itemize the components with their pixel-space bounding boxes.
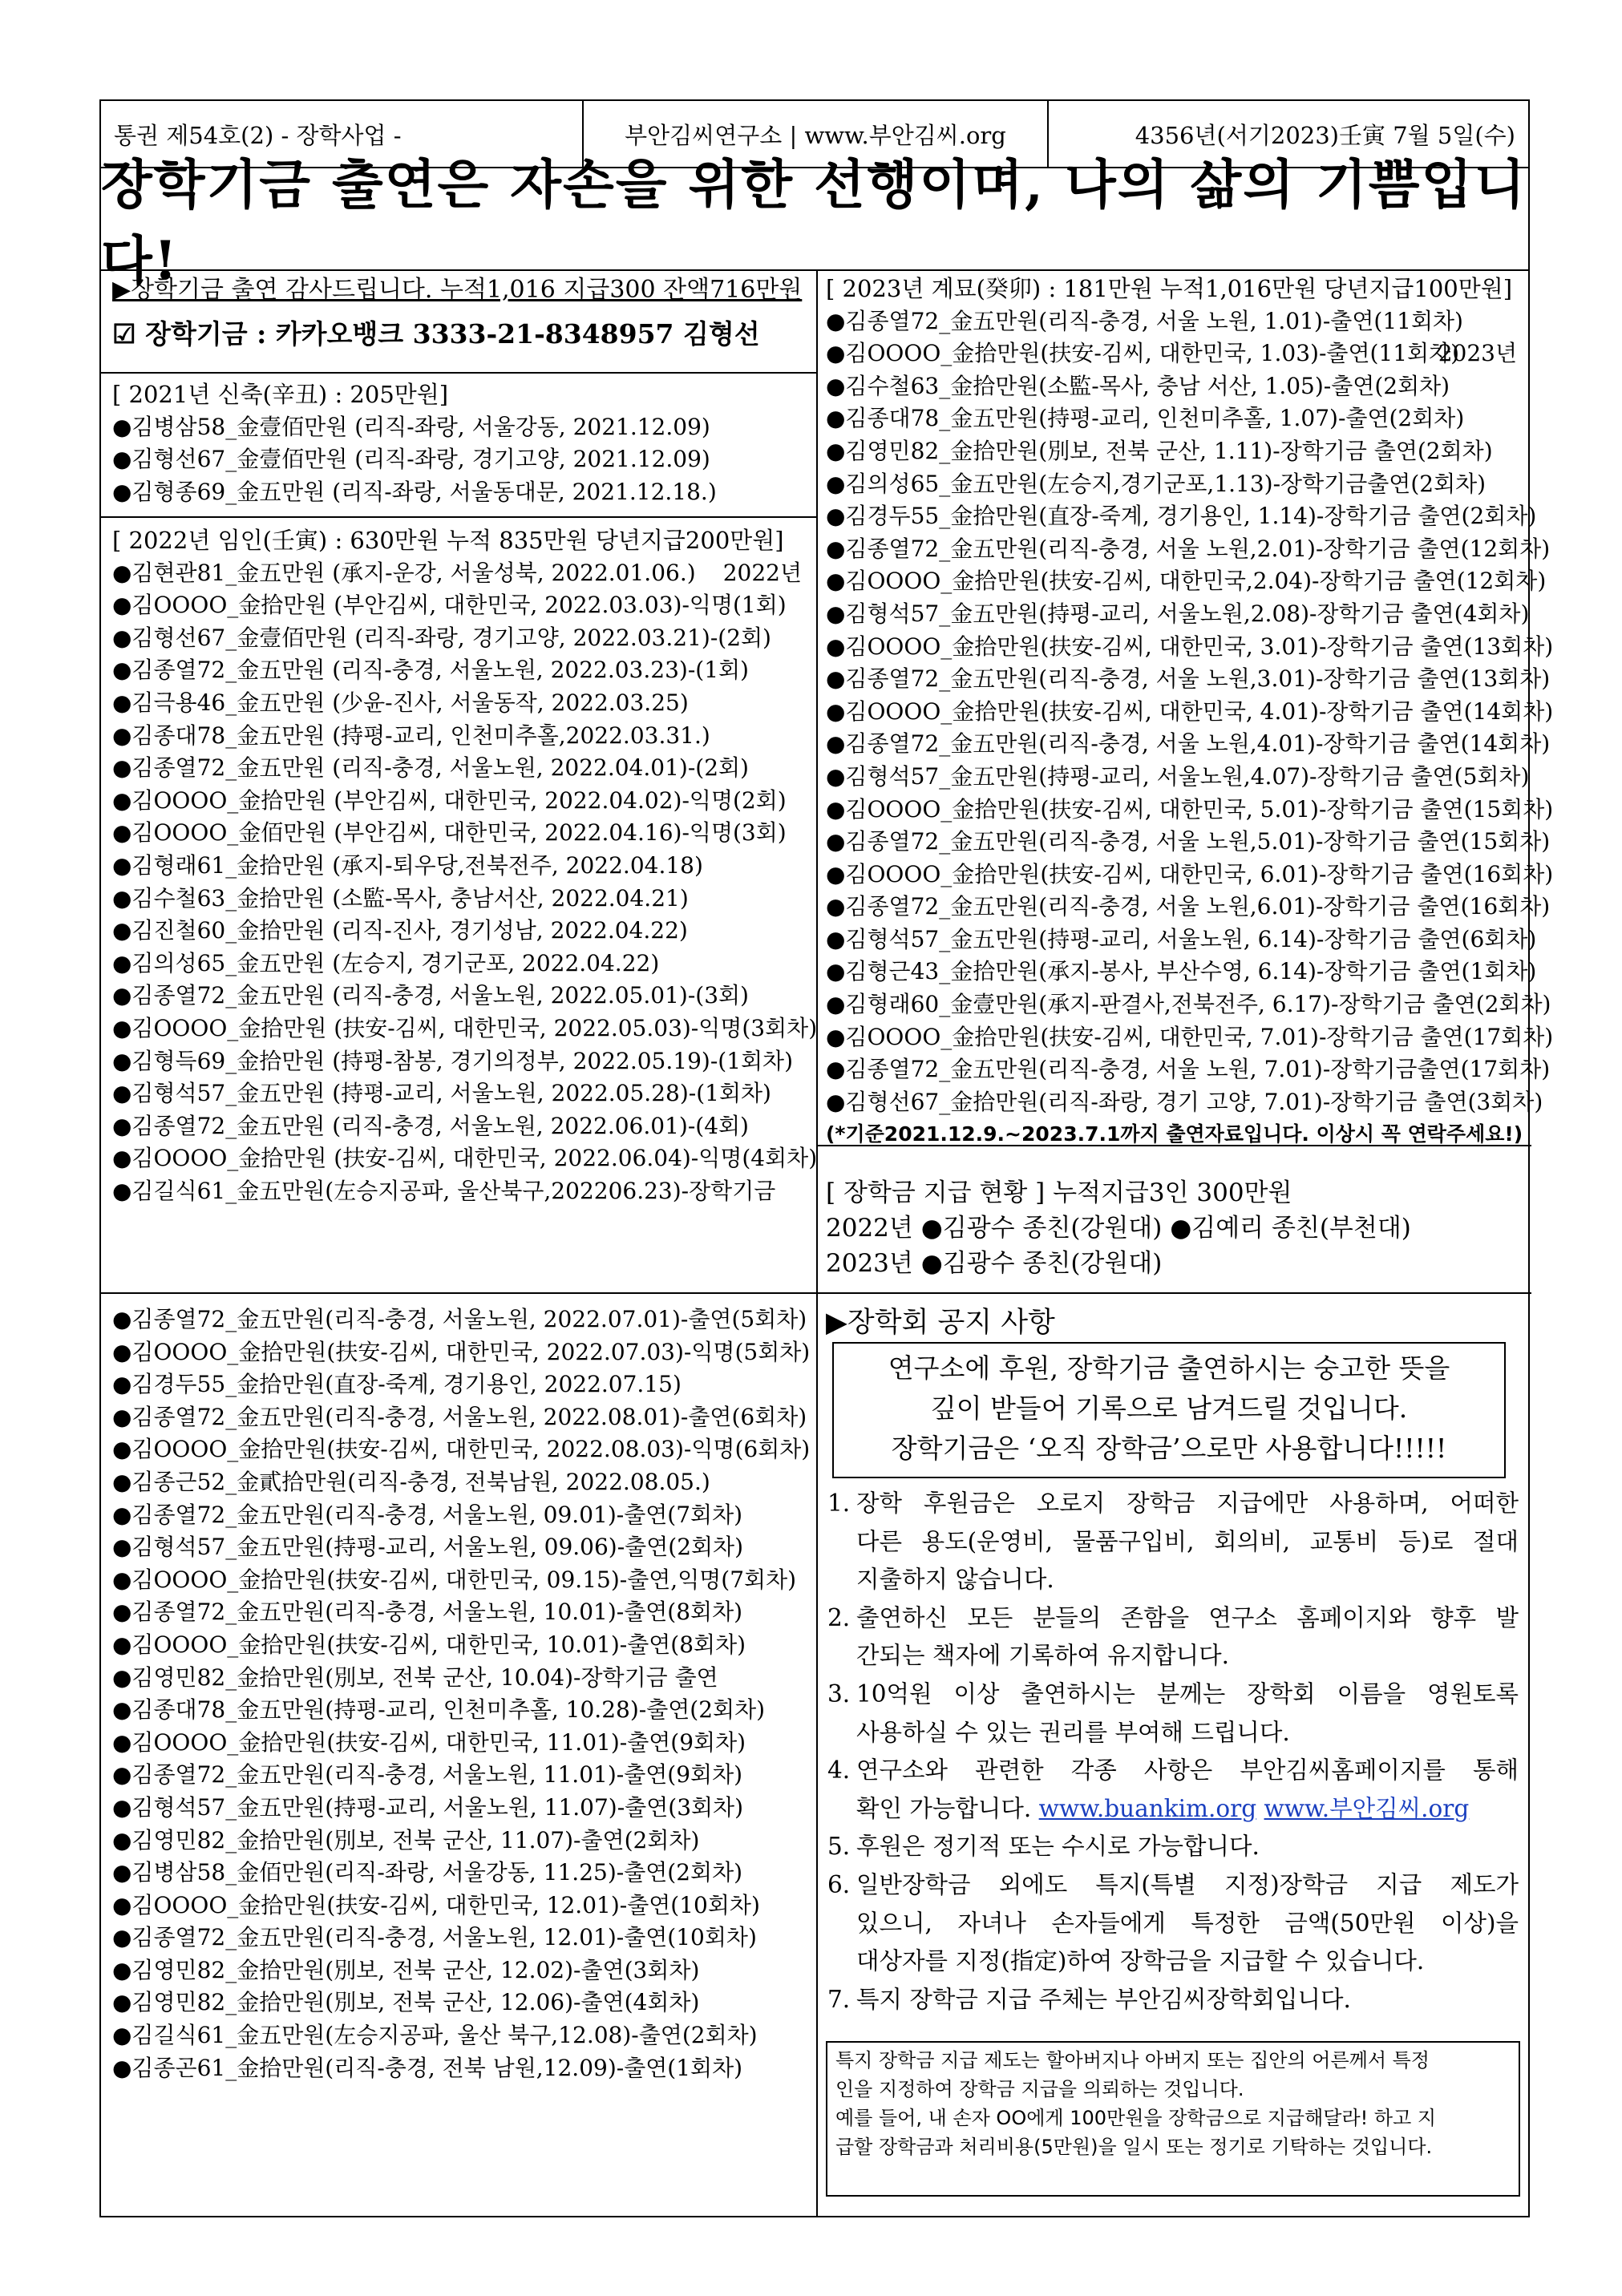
rule-line	[827, 1828, 1519, 1866]
rule-text: 연구소와 관련한 각종 사항은 부안김씨홈페이지를 통해	[856, 1756, 1519, 1785]
list-item	[826, 338, 1523, 370]
year-2022-continued-section	[112, 1304, 810, 2084]
list-item-text: ●김형선67_金拾만원(리직-좌랑, 경기 고양, 7.01)-장학기금 출연(3회차)	[826, 1088, 1543, 1115]
list-item	[112, 1142, 818, 1175]
list-item	[112, 687, 808, 720]
list-item-text: ●김종열72_金五만원 (리직-충경, 서울노원, 2022.05.01)-(3회)	[112, 982, 749, 1009]
list-item	[826, 663, 1551, 696]
rule-number: 4.	[827, 1756, 851, 1785]
list-item	[826, 988, 1551, 1021]
divider	[101, 516, 816, 518]
notice-box-line: 깊이 받들어 기록으로 남겨드릴 것입니다.	[930, 1393, 1408, 1424]
thanks-line: ▶장학기금 출연 감사드립니다. 누적1,016 지급300 잔액716만원	[112, 276, 803, 304]
list-item-text: ●김영민82_金拾만원(別보, 전북 군산, 1.11)-장학기금 출연(2회차)	[826, 437, 1493, 464]
rule-line	[827, 1485, 1519, 1523]
list-item	[112, 1694, 810, 1727]
list-item-text: ●김형래61_金拾만원 (承지-퇴우당,전북전주, 2022.04.18)	[112, 851, 703, 879]
list-item-text: ●김형래60_金壹만원(承지-판결사,전북전주, 6.17)-장학기금 출연(2회차)	[826, 991, 1551, 1018]
rule-line	[827, 1676, 1519, 1714]
list-item-text: ●김OOOO_金拾만원(扶安-김씨, 대한민국, 1.03)-출연(11회차)	[826, 340, 1460, 367]
award-2022: 2022년 ●김광수 종친(강원대) ●김예리 종친(부천대)	[826, 1214, 1411, 1243]
list-item-text: ●김형석57_金五만원(持평-교리, 서울노원, 6.14)-장학기금 출연(6회차)	[826, 925, 1537, 952]
list-item	[112, 1922, 810, 1954]
list-item-text: ●김수철63_金拾만원(소監-목사, 충남 서산, 1.05)-출연(2회차)	[826, 372, 1450, 399]
list-item	[112, 443, 717, 476]
rule-number: 2.	[827, 1603, 851, 1631]
list-item	[826, 891, 1551, 924]
list-item-text: ●김형석57_金五만원(持평-교리, 서울노원, 11.07)-출연(3회차)	[112, 1793, 744, 1821]
list-item-text: ●김종열72_金五만원 (리직-충경, 서울노원, 2022.06.01)-(4회)	[112, 1112, 749, 1139]
list-item-text: ●김형석57_金五만원(持평-교리, 서울노원,2.08)-장학기금 출연(4회차)	[826, 600, 1530, 627]
list-item-text: ●김OOOO_金拾만원 (부안김씨, 대한민국, 2022.04.02)-익명(2회)	[112, 786, 787, 814]
list-item-text: ●김OOOO_金拾만원 (扶安-김씨, 대한민국, 2022.06.04)-익명(4회차)	[112, 1145, 818, 1172]
list-item	[826, 402, 1523, 435]
list-item	[112, 2019, 810, 2052]
list-item	[112, 1013, 818, 1045]
rule-text: 10억원 이상 출연하시는 분께는 장학회 이름을 영원토록	[856, 1680, 1519, 1708]
rule-number	[827, 1942, 856, 1981]
rule-number: 5.	[827, 1833, 851, 1861]
list-item	[826, 631, 1554, 664]
list-item-text: ●김종열72_金五만원(리직-충경, 서울 노원,4.01)-장학기금 출연(14회차)	[826, 730, 1551, 758]
list-item-text: ●김종근52_金貳拾만원(리직-충경, 전북남원, 2022.08.05.)	[112, 1468, 710, 1495]
list-item	[112, 1759, 810, 1792]
list-item-text: ●김극용46_金五만원 (少윤-진사, 서울동작, 2022.03.25)	[112, 689, 689, 716]
rule-line	[827, 1905, 1519, 1943]
award-section	[826, 1175, 1411, 1281]
rule-line	[827, 1942, 1519, 1981]
list-item	[112, 1045, 808, 1078]
list-item-text: ●김길식61_金五만원(左승지공파, 울산 북구,12.08)-출연(2회차)	[112, 2022, 758, 2049]
list-item-text: ●김OOOO_金拾만원(扶安-김씨, 대한민국, 6.01)-장학기금 출연(16회차)	[826, 860, 1554, 887]
list-item-text: ●김형득69_金拾만원 (持평-참봉, 경기의정부, 2022.05.19)-(1회차)	[112, 1047, 794, 1074]
list-item	[112, 948, 808, 980]
list-item-text: ●김경두55_金拾만원(直장-죽계, 경기용인, 2022.07.15)	[112, 1371, 682, 1398]
list-item-text: ●김영민82_金拾만원(別보, 전북 군산, 12.02)-출연(3회차)	[112, 1956, 700, 1983]
list-item-text: ●김종열72_金五만원(리직-충경, 서울 노원,5.01)-장학기금 출연(15회차)	[826, 828, 1551, 855]
list-item	[112, 1596, 810, 1629]
list-item	[826, 1021, 1554, 1054]
list-item-text: ●김병삼58_金佰만원(리직-좌랑, 서울강동, 11.25)-출연(2회차)	[112, 1859, 743, 1886]
rule-line	[827, 1599, 1519, 1638]
list-item-text: ●김종열72_金五만원(리직-충경, 서울노원, 12.01)-출연(10회차)	[112, 1924, 757, 1951]
list-item-text: ●김종열72_金五만원(리직-충경, 서울 노원,3.01)-장학기금 출연(13회차)	[826, 665, 1551, 693]
note-line: 특지 장학금 지급 제도는 할아버지나 아버지 또는 집안의 어른께서 특정	[835, 2049, 1430, 2072]
homepage-link-korean[interactable]: www.부안김씨.org	[1264, 1794, 1470, 1822]
list-item-text: ●김종열72_金五만원(리직-충경, 서울노원, 11.01)-출연(9회차)	[112, 1761, 743, 1789]
list-item	[112, 1077, 808, 1110]
list-item-text: ●김형석57_金五만원 (持평-교리, 서울노원, 2022.05.28)-(1회차)	[112, 1080, 771, 1107]
list-item-text: ●김OOOO_金拾만원(扶安-김씨, 대한민국, 09.15)-출연,익명(7회차)	[112, 1566, 797, 1593]
list-item	[826, 435, 1523, 468]
list-item-text: ●김종대78_金五만원 (持평-교리, 인천미추홀,2022.03.31.)	[112, 722, 710, 749]
list-item-text: ●김형근43_金拾만원(承지-봉사, 부산수영, 6.14)-장학기금 출연(1회차)	[826, 958, 1537, 985]
left-top-section	[112, 274, 802, 350]
list-item	[826, 468, 1523, 501]
list-item	[826, 370, 1523, 403]
list-item	[112, 1401, 810, 1434]
rule-number	[827, 1905, 856, 1943]
list-item	[112, 1368, 810, 1401]
list-item	[826, 565, 1547, 598]
year-2021-list	[112, 411, 717, 509]
note-line: 인을 지정하여 장학금 지급을 의뢰하는 것입니다.	[835, 2078, 1244, 2100]
rule-text: 간되는 책자에 기록하여 유지합니다.	[856, 1642, 1229, 1670]
list-item-text: ●김형석57_金五만원(持평-교리, 서울노원,4.07)-장학기금 출연(5회차)	[826, 762, 1530, 790]
list-item-text: ●김OOOO_金拾만원(扶安-김씨, 대한민국, 7.01)-장학기금 출연(17회차)	[826, 1023, 1554, 1050]
year-2023-section	[826, 273, 1554, 1151]
list-item	[112, 1531, 810, 1564]
rule-line	[827, 1866, 1519, 1905]
list-item-text: ●김OOOO_金拾만원(扶安-김씨, 대한민국, 2022.07.03)-익명(5회차)	[112, 1338, 811, 1365]
list-item	[112, 1792, 810, 1825]
list-item-text: ●김종열72_金五만원(리직-충경, 서울노원, 09.01)-출연(7회차)	[112, 1501, 743, 1528]
rule-line	[827, 1523, 1519, 1562]
list-item-text: ●김OOOO_金拾만원(扶安-김씨, 대한민국, 4.01)-장학기금 출연(14회차)	[826, 697, 1554, 725]
rule-number	[827, 1637, 856, 1676]
list-item	[112, 883, 808, 916]
notice-box	[832, 1342, 1506, 1478]
list-item	[112, 1433, 810, 1466]
year-tag: 2022년	[722, 559, 802, 586]
notice-box-line: 연구소에 후원, 장학기금 출연하시는 숭고한 뜻을	[888, 1352, 1450, 1384]
list-item-text: ●김길식61_金五만원(左승지공파, 울산북구,202206.23)-장학기금	[112, 1177, 776, 1204]
rule-text: 지출하지 않습니다.	[856, 1566, 1054, 1594]
document-page	[99, 99, 1554, 2217]
list-item-text: ●김종대78_金五만원(持평-교리, 인천미추홀, 10.28)-출연(2회차)	[112, 1696, 766, 1724]
page-title: 장학기금 출연은 자손을 위한 선행이며, 나의 삶의 기쁨입니다!	[101, 167, 1528, 271]
award-2023: 2023년 ●김광수 종친(강원대)	[826, 1249, 1163, 1278]
list-item-text: ●김OOOO_金拾만원(扶安-김씨, 대한민국,2.04)-장학기금 출연(12회차)	[826, 568, 1547, 595]
year-2023-list	[826, 305, 1554, 1119]
list-item-text: ●김종열72_金五만원(리직-충경, 서울 노원, 7.01)-장학기금출연(17회차)	[826, 1056, 1551, 1083]
divider	[818, 1292, 1531, 1294]
list-item-text: ●김진철60_金拾만원 (리직-진사, 경기성남, 2022.04.22)	[112, 917, 688, 944]
issue-number: 통권 제54호(2) - 장학사업 -	[114, 121, 402, 149]
special-scholarship-note	[826, 2041, 1520, 2197]
list-item-text: ●김수철63_金拾만원 (소監-목사, 충남서산, 2022.04.21)	[112, 884, 689, 912]
list-item	[826, 696, 1554, 729]
rule-line	[827, 1752, 1519, 1790]
list-item	[112, 1336, 810, 1369]
data-disclaimer: (*기준2021.12.9.~2023.7.1까지 출연자료입니다. 이상시 꼭 연락주세요!)	[826, 1122, 1523, 1146]
list-item-text: ●김종열72_金五만원(리직-충경, 서울 노원,6.01)-장학기금 출연(16회차)	[826, 893, 1551, 920]
bank-account: ☑ 장학기금 : 카카오뱅크 3333-21-8348957 김형선	[112, 317, 760, 350]
rule-number: 1.	[827, 1490, 851, 1517]
rule-number: 7.	[827, 1985, 851, 2013]
year-2022-section	[112, 524, 818, 1207]
list-item-text: ●김의성65_金五만원 (左승지, 경기군포, 2022.04.22)	[112, 949, 660, 976]
rule-text: 장학 후원금은 오로지 장학금 지급에만 사용하며, 어떠한	[856, 1490, 1519, 1517]
list-item	[826, 956, 1537, 988]
list-item-text: ●김형선67_金壹佰만원 (리직-좌랑, 경기고양, 2022.03.21)-(2회)	[112, 624, 771, 651]
list-item	[112, 654, 808, 687]
rule-text: 특지 장학금 지급 주체는 부안김씨장학회입니다.	[856, 1985, 1351, 2013]
list-item-text: ●김종대78_金五만원(持평-교리, 인천미추홀, 1.07)-출연(2회차)	[826, 405, 1465, 432]
organization: 부안김씨연구소 | www.부안김씨.org	[582, 101, 1049, 167]
list-item	[112, 1629, 810, 1662]
rule-line	[827, 1561, 1519, 1599]
list-item	[826, 924, 1537, 956]
list-item-text: ●김OOOO_金拾만원(扶安-김씨, 대한민국, 11.01)-출연(9회차)	[112, 1728, 746, 1756]
list-item-text: ●김종열72_金五만원(리직-충경, 서울노원, 2022.08.01)-출연(6회차)	[112, 1403, 807, 1430]
list-item-text: ●김종열72_金五만원(리직-충경, 서울 노원,2.01)-장학기금 출연(12회차)	[826, 535, 1551, 562]
list-item	[112, 1825, 810, 1857]
list-item	[112, 1954, 810, 1987]
list-item	[112, 1890, 810, 1922]
rule-line	[827, 1637, 1519, 1676]
rule-text-prefix: 확인 가능합니다.	[856, 1794, 1032, 1822]
divider	[101, 372, 816, 374]
list-item-text: ●김OOOO_金拾만원 (부안김씨, 대한민국, 2022.03.03)-익명(1회)	[112, 592, 787, 619]
list-item	[826, 598, 1530, 631]
list-item	[112, 1857, 810, 1890]
list-item	[826, 500, 1537, 533]
divider	[101, 1292, 816, 1294]
year-tag: 2023년	[1438, 340, 1517, 367]
rule-number	[827, 1714, 856, 1752]
list-item	[826, 1086, 1543, 1119]
list-item	[826, 533, 1551, 566]
list-item	[112, 752, 808, 785]
list-item-text: ●김OOOO_金拾만원(扶安-김씨, 대한민국, 12.01)-출연(10회차)	[112, 1891, 760, 1918]
list-item	[826, 1053, 1551, 1086]
list-item	[112, 1662, 810, 1695]
list-item	[112, 915, 808, 948]
year-2022-continued-list	[112, 1304, 810, 2084]
list-item	[826, 826, 1551, 859]
list-item-text: ●김종열72_金五만원 (리직-충경, 서울노원, 2022.04.01)-(2회)	[112, 754, 749, 782]
list-item-text: ●김OOOO_金拾만원(扶安-김씨, 대한민국, 10.01)-출연(8회차)	[112, 1631, 746, 1658]
rule-text: 출연하신 모든 분들의 존함을 연구소 홈페이지와 향후 발	[856, 1603, 1519, 1631]
list-item-text: ●김OOOO_金拾만원(扶安-김씨, 대한민국, 3.01)-장학기금 출연(13회차)	[826, 633, 1554, 660]
rule-line	[827, 1790, 1519, 1829]
list-item	[112, 1175, 808, 1208]
list-item	[112, 980, 808, 1013]
list-item	[112, 1466, 810, 1499]
list-item-text: ●김OOOO_金拾만원(扶安-김씨, 대한민국, 5.01)-장학기금 출연(15회차)	[826, 795, 1554, 823]
rule-line	[827, 1714, 1519, 1752]
list-item-text: ●김OOOO_金佰만원 (부안김씨, 대한민국, 2022.04.16)-익명(3회)	[112, 819, 787, 847]
list-item	[112, 1499, 810, 1532]
list-item	[112, 589, 808, 622]
list-item-text: ●김종열72_金五만원(리직-충경, 서울노원, 10.01)-출연(8회차)	[112, 1599, 743, 1626]
rule-text: 일반장학금 외에도 특지(특별 지정)장학금 지급 제도가	[856, 1870, 1519, 1898]
list-item	[112, 1110, 808, 1143]
list-item	[112, 557, 808, 590]
list-item-text: ●김현관81_金五만원 (承지-운강, 서울성북, 2022.01.06.)	[112, 559, 696, 586]
list-item-text: ●김형선67_金壹佰만원 (리직-좌랑, 경기고양, 2021.12.09)	[112, 446, 710, 473]
list-item	[826, 859, 1554, 891]
year-2022-list	[112, 557, 818, 1208]
column-divider	[816, 269, 818, 2217]
rule-text: 후원은 정기적 또는 수시로 가능합니다.	[856, 1833, 1260, 1861]
list-item	[112, 1987, 810, 2019]
homepage-link[interactable]: www.buankim.org	[1038, 1794, 1257, 1822]
list-item	[112, 476, 717, 509]
rule-number: 6.	[827, 1870, 851, 1898]
list-item-text: ●김종열72_金五만원(리직-충경, 서울 노원, 1.01)-출연(11회차)	[826, 307, 1463, 334]
list-item-text: ●김병삼58_金壹佰만원 (리직-좌랑, 서울강동, 2021.12.09)	[112, 413, 710, 440]
year-2021-header: [ 2021년 신축(辛丑) : 205만원]	[112, 381, 449, 408]
note-line: 예를 들어, 내 손자 OO에게 100만원을 장학금으로 지급해달라! 하고 지	[835, 2107, 1437, 2129]
list-item	[826, 728, 1551, 761]
list-item	[112, 2052, 810, 2085]
note-line: 급할 장학금과 처리비용(5만원)을 일시 또는 정기로 기탁하는 것입니다.	[835, 2136, 1433, 2158]
list-item	[826, 794, 1554, 827]
rule-number	[827, 1790, 856, 1829]
list-item-text: ●김영민82_金拾만원(別보, 전북 군산, 10.04)-장학기금 출연	[112, 1663, 718, 1691]
rule-number	[827, 1523, 856, 1562]
list-item-text: ●김의성65_金五만원(左승지,경기군포,1.13)-장학기금출연(2회차)	[826, 470, 1486, 497]
rule-number	[827, 1561, 856, 1599]
list-item	[112, 1564, 810, 1597]
list-item	[112, 411, 717, 444]
list-item-text: ●김종곤61_金拾만원(리직-충경, 전북 남원,12.09)-출연(1회차)	[112, 2054, 743, 2081]
list-item-text: ●김OOOO_金拾만원(扶安-김씨, 대한민국, 2022.08.03)-익명(6회차)	[112, 1436, 811, 1463]
list-item-text: ●김형종69_金五만원 (리직-좌랑, 서울동대문, 2021.12.18.)	[112, 478, 717, 505]
issue-date: 4356년(서기2023)壬寅 7월 5일(수)	[1135, 121, 1515, 149]
list-item-text: ●김경두55_金拾만원(直장-죽계, 경기용인, 1.14)-장학기금 출연(2회차)	[826, 503, 1537, 530]
list-item-text: ●김형석57_金五만원(持평-교리, 서울노원, 09.06)-출연(2회차)	[112, 1534, 744, 1561]
rule-text: 다른 용도(운영비, 물품구입비, 회의비, 교통비 등)로 절대	[856, 1527, 1519, 1555]
list-item	[826, 761, 1530, 794]
list-item	[112, 850, 808, 883]
year-2022-header: [ 2022년 임인(壬寅) : 630만원 누적 835만원 당년지급200만원]	[112, 527, 784, 554]
list-item	[112, 785, 808, 818]
notice-header: ▶장학회 공지 사항	[826, 1307, 1055, 1339]
list-item	[112, 720, 808, 753]
list-item-text: ●김OOOO_金拾만원 (扶安-김씨, 대한민국, 2022.05.03)-익명(3회차)	[112, 1014, 818, 1041]
rule-text	[856, 1790, 1469, 1829]
list-item	[112, 817, 808, 850]
list-item-text: ●김종열72_金五만원(리직-충경, 서울노원, 2022.07.01)-출연(5회차)	[112, 1306, 807, 1332]
award-header: [ 장학금 지급 현황 ] 누적지급3인 300만원	[826, 1178, 1292, 1207]
list-item-text: ●김종열72_金五만원 (리직-충경, 서울노원, 2022.03.23)-(1회)	[112, 657, 749, 684]
rule-text: 대상자를 지정(指定)하여 장학금을 지급할 수 있습니다.	[856, 1947, 1425, 1975]
year-2023-header: [ 2023년 계묘(癸卯) : 181만원 누적1,016만원 당년지급100만원]	[826, 275, 1513, 302]
rule-text: 있으니, 자녀나 손자들에게 특정한 금액(50만원 이상)을	[856, 1909, 1519, 1937]
list-item	[112, 1304, 810, 1336]
rule-text: 사용하실 수 있는 권리를 부여해 드립니다.	[856, 1718, 1290, 1746]
rule-line	[827, 1981, 1519, 2019]
list-item-text: ●김영민82_金拾만원(別보, 전북 군산, 11.07)-출연(2회차)	[112, 1826, 700, 1853]
year-2021-section	[112, 378, 717, 508]
list-item-text: ●김영민82_金拾만원(別보, 전북 군산, 12.06)-출연(4회차)	[112, 1989, 700, 2016]
list-item	[112, 1727, 810, 1760]
list-item	[112, 622, 808, 655]
notice-rules	[827, 1485, 1519, 2019]
rule-number: 3.	[827, 1680, 851, 1708]
notice-box-line: 장학기금은 ‘오직 장학금’으로만 사용합니다!!!!!	[891, 1433, 1447, 1464]
